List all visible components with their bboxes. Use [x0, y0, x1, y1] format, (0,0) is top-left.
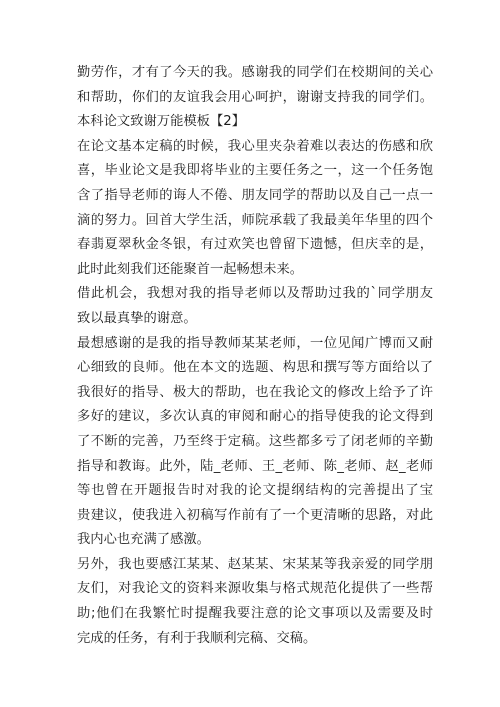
text-line: 贵建议，使我进入初稿写作前有了一个更清晰的思路，对此	[77, 507, 433, 523]
text-line: 在论文基本定稿的时候，我心里夹杂着难以表达的伤感和欣	[77, 138, 433, 154]
text-line: 致以最真挚的谢意。	[77, 310, 197, 326]
text-line: 另外，我也要感江某某、赵某某、宋某某等我亲爱的同学朋	[77, 556, 433, 572]
text-line: 心细致的良师。他在本文的选题、构思和撰写等方面给以了	[77, 360, 433, 376]
text-line: 春翡夏翠秋金冬银，有过欢笑也曾留下遗憾，但庆幸的是，	[77, 237, 433, 253]
text-line: 此时此刻我们还能聚首一起畅想未来。	[77, 261, 304, 277]
text-line: 借此机会，我想对我的指导老师以及帮助过我的`同学朋友	[77, 286, 433, 302]
text-line: 和帮助，你们的友谊我会用心呵护，谢谢支持我的同学们。	[77, 89, 433, 105]
document-body	[77, 61, 433, 651]
text-line: 等也曾在开题报告时对我的论文提纲结构的完善提出了宝	[77, 483, 433, 499]
text-line: 最想感谢的是我的指导教师某某老师，一位见闻广博而又耐	[77, 335, 433, 351]
text-line: 本科论文致谢万能模板【2】	[77, 114, 246, 130]
text-line: 指导和教诲。此外，陆_老师、王_老师、陈_老师、赵_老师	[77, 458, 433, 474]
text-line: 助;他们在我繁忙时提醒我要注意的论文事项以及需要及时	[77, 606, 433, 622]
text-line: 多好的建议，多次认真的审阅和耐心的指导使我的论文得到	[77, 409, 433, 425]
text-line: 我内心也充满了感激。	[77, 532, 210, 548]
text-line: 完成的任务，有利于我顺利完稿、交稿。	[77, 630, 317, 646]
text-line: 我很好的指导、极大的帮助，也在我论文的修改上给予了许	[77, 384, 433, 400]
text-line: 了不断的完善，乃至终于定稿。这些都多亏了闭老师的辛勤	[77, 433, 433, 449]
text-line: 含了指导老师的诲人不倦、朋友同学的帮助以及自己一点一	[77, 187, 433, 203]
text-line: 勤劳作，才有了今天的我。感谢我的同学们在校期间的关心	[77, 65, 433, 80]
text-line: 喜，毕业论文是我即将毕业的主要任务之一，这一个任务饱	[77, 163, 433, 179]
text-line: 滴的努力。回首大学生活，师院承载了我最美年华里的四个	[77, 212, 433, 228]
text-line: 友们，对我论文的资料来源收集与格式规范化提供了一些帮	[77, 581, 433, 597]
